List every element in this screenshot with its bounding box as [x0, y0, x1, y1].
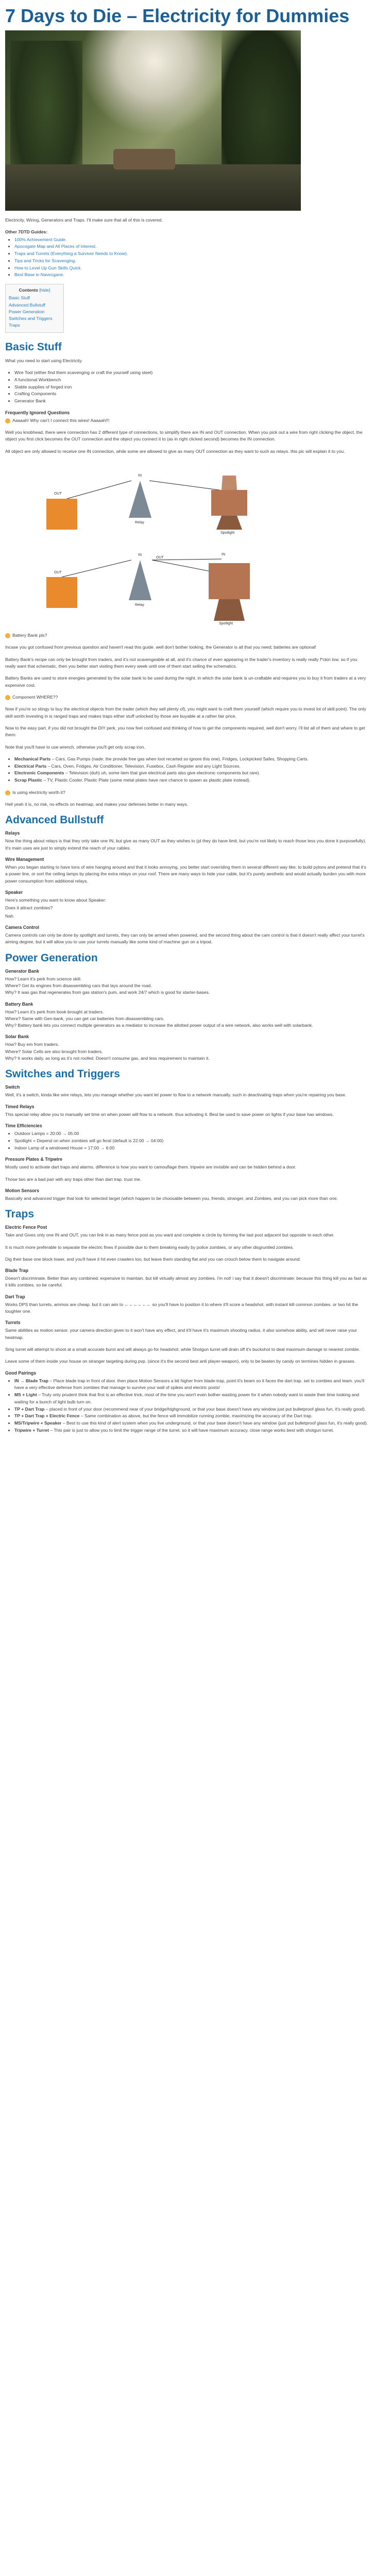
label-spotlight: Spotlight	[220, 531, 235, 535]
paragraph: Well you knobhead, there were connection has 2 different type of connections, to simplify there are IN and OUT connection. When you pick out a wire from right clicking the object, the object you first click becomes the OUT connection and the object you connect it to (as in right clicked second) becomes the IN connection.	[5, 430, 363, 442]
paragraph: Works DPS than turrets, ammos are cheap. but it can aim to ←←←←←← so you'll have to position it to where it'll score a headshot. with instant kill common zombies. or two hit the toughter one.	[5, 1301, 359, 1314]
label-spotlight: Spotlight	[219, 622, 233, 626]
list-item: • Outdoor Lamps = 20:00 → 05:00	[14, 1130, 369, 1138]
subheading: Time Efficiencies	[5, 1123, 42, 1129]
paragraph: Doesn't discriminate. Better than any combined: expensive to maintain. but kill virtually almost any zombies. i'm not! i say that it doesn't discriminate: because this thing kill you as fast as it kills zombies. so be careful.	[5, 1276, 367, 1288]
list-item: • Stable supplies of forged iron	[14, 384, 369, 391]
paragraph: Smg turret will attempt to shoot at a small accurate burst and will always go for headshot. while Shotgun turret will drain off it's buckshot to deal maximum damage to nearest zombie.	[5, 1347, 360, 1352]
time-list	[14, 1130, 369, 1151]
guide-link[interactable]: • Best Base in Navezgane.	[14, 272, 369, 279]
paragraph: How? Learn it's perk from science skill. Where? Get its engines from disassembling cars that lays around the road. Why? It was gas that regenerates from gas station's pum, and work 24/7 which is good for starter-bases.	[5, 976, 210, 995]
table-of-contents	[5, 284, 64, 333]
list-item: • A functional Workbench	[14, 377, 369, 384]
list-item: • Indoor Lamp of a windowed House = 17:00 → 6:00	[14, 1145, 369, 1152]
subheading: Speaker	[5, 890, 23, 895]
requirements-list	[14, 369, 369, 405]
wiring-diagram-multi	[5, 544, 369, 626]
paragraph: All object are only allowed to receive one IN connection, while some are allowed to give as many OUT connection as they want to such as relays. this pic will explain it to you.	[5, 448, 345, 454]
label-in: IN	[222, 553, 225, 557]
other-guides-list	[14, 236, 369, 279]
faq-heading: Frequently Ignored Questions	[5, 410, 70, 415]
question: Aaaaah! Why can't I connect this wires! Aaaaah!!!	[5, 417, 369, 424]
guide-link[interactable]: • Apocogate Map and All Places of Interest.	[14, 243, 369, 250]
paragraph: Leave some of them inside your house on stranger targeting during pvp. (since it's the second best anti player-weapon), only to be beaten by candy on termines hidden in grasses.	[5, 1359, 355, 1364]
wiring-diagram-svg	[5, 460, 369, 537]
list-item: • MS + Light – Truly only prudent think that first is an effective trick, most of the time you won't even bother wasting power for it when nobody want to waste their time looking and waiting for a bunch of light bulb turn on.	[14, 1392, 369, 1406]
paragraph: What you need to start using Electricity.	[5, 358, 83, 363]
paragraph: Dig their base one block lower, and you'll have it hit even crawlers too, but leave them standing flat and you can crouch below them to navigate around.	[5, 1256, 301, 1262]
relay-icon	[129, 481, 151, 518]
paragraph: This special relay allow you to manually set time on when power will flow to a network. thus activating it. Best be used to save power on lights if your base has windows.	[5, 1111, 334, 1117]
subheading: Pressure Plates & Tripwire	[5, 1157, 62, 1162]
section-heading-basic: Basic Stuff	[5, 341, 62, 353]
subheading: Electric Fence Post	[5, 1225, 47, 1230]
paragraph: Now to the easy part, if you did not brought the DIY perk, you now feel confused and thinking of how to get the components required, well don't worry. i'll list all of them and where to get them:	[5, 725, 365, 738]
list-item: • TP + Dart Trap + Electric Fence – Same combination as above, but the fence will immobilize running zombie, maximizing the accuracy of the Dart trap.	[14, 1413, 369, 1420]
question-icon	[5, 790, 10, 795]
subheading: Blade Trap	[5, 1268, 28, 1274]
label-out: OUT	[54, 492, 62, 496]
subheading: Relays	[5, 831, 20, 836]
paragraph: How? Learn it's perk from book brought at traders. Where? Same with Gen-bank, you can get car batteries from disassembling cars. Why? Battery bank lets you connect multiple generators as a mediator to increase the allotted power output of a wire network, also works well with solarbank.	[5, 1009, 313, 1028]
label-out: OUT	[156, 556, 164, 560]
question-icon	[5, 633, 10, 638]
section-heading-switches: Switches and Triggers	[5, 1068, 120, 1080]
list-item: • Tripwire + Turret – This pair is just to allow you to limit the trigger range of the turret. so it will have maximum accuracy. close range works best with shotgun turret.	[14, 1427, 369, 1434]
subheading: Switch	[5, 1084, 20, 1090]
question: Is using electricity worth it?	[5, 789, 369, 796]
guide-link[interactable]: • How to Level Up Gun Skills Quick.	[14, 265, 369, 272]
pairings-list	[14, 1378, 369, 1434]
list-item: • Electrical Parts – Cars, Oven, Fridges, Air Conditioner, Television, Fusebox, Cash Register and any Light Sources.	[14, 763, 369, 770]
toc-hide-toggle[interactable]: [hide]	[39, 287, 50, 293]
hero-image	[5, 30, 301, 211]
toc-heading: Contents	[19, 287, 38, 293]
list-item: • Mechanical Parts – Cars, Gas Pumps (nade: the provide free gas when loot recarted so ignore this one), Fridges, Lockpicked Safes, Shopping Carts.	[14, 756, 369, 763]
list-item: • Electronic Components – Television (duh) uh, some item that give electrical parts also give electronic components but rare).	[14, 770, 369, 777]
guide-link[interactable]: • Tips and Tricks for Scavenging.	[14, 258, 369, 265]
relay-icon	[129, 560, 151, 600]
label-out: OUT	[54, 571, 62, 575]
subheading: Timed Relays	[5, 1104, 35, 1109]
subheading: Dart Trap	[5, 1294, 25, 1299]
label-in: IN	[138, 553, 142, 557]
label-relay: Relay	[135, 603, 144, 607]
spotlight-icon	[209, 563, 250, 599]
section-heading-power: Power Generation	[5, 952, 98, 964]
question-icon	[5, 418, 10, 423]
list-item: • Generator Bank	[14, 398, 369, 405]
intro-text: Electricity, Wiring, Generators and Traps. I'll make sure that all of this is covered.	[5, 217, 163, 223]
paragraph: Now if you're so stingy to buy the electrical objects from the trader (which they sell plenty of), you might want to craft them yourself (which require you to invest lot of skill point). The only skill worth investing in is ranged traps and makes traps either stuff unlocked by those are buyable at a rather fair price.	[5, 706, 366, 719]
subheading: Camera Control	[5, 924, 39, 930]
section-heading-traps: Traps	[5, 1208, 35, 1221]
paragraph: Nah.	[5, 913, 15, 919]
list-item: • Spotlight = Depend on when zombies will go feral (default is 22:00 → 04:00)	[14, 1138, 369, 1145]
paragraph: Now the thing about relays is that they only take one IN, but give as many OUT as they wishes to (pl they do have limit, but you're not likely to reach those less you done it purposefully). It's main uses are just to simply extend the reach of your cables.	[5, 838, 366, 851]
question-icon	[5, 695, 10, 700]
paragraph: How? Buy em from traders. Where? Solar Cells are also brought from traders. Why? It works daily, as long as it's not roofed. Doesn't consume gas, and less requirement to maintain it.	[5, 1042, 210, 1061]
paragraph: Hell yeah it is, no risk, no effects on heatmap, and makes your defenses better in many ways.	[5, 802, 189, 807]
subheading: Solar Bank	[5, 1034, 29, 1040]
wiring-diagram-single	[5, 460, 369, 537]
list-item: • Scrap Plastic – TV, Plastic Cooler, Plastic Plate (some metal plates have rare chance to spawn as plastic plate instead).	[14, 777, 369, 784]
list-item: • Wire Tool (either find them scavenging or craft the yourself using steel)	[14, 369, 369, 377]
question: Component WHERE??	[5, 694, 369, 701]
spotlight-icon	[211, 490, 247, 516]
paragraph: Basically and advanced trigger that look for selected target (which happen to be choosable between you, friends, stranger, and Zombies, and you can pick more than one.	[5, 1195, 338, 1201]
toc-item-basic[interactable]: Basic Stuff	[9, 295, 30, 301]
paragraph: Here's something you want to know about Speaker:	[5, 897, 107, 903]
paragraph: Camera controls can only be done by spotlight and turrets, they can only be armed when powered, and the second thing about the cam control is that it doesn't really affect your turret's aiming degree, but it will allow you to use your turrets manually like some kind of machine gun on a tripod.	[5, 932, 365, 945]
paragraph: It is much more preferable to separate the electric fines if possible due to them breaking easily by police zombies, or any other disgruntled zombies.	[5, 1244, 294, 1250]
subheading: Good Pairings	[5, 1370, 37, 1376]
question: Battery Bank pls?	[5, 632, 369, 639]
paragraph: When you began starting to have tons of wire hanging around and that it looks annoying, you better start overriding them in several different way like; to build pylons and pretend that it's a power line, or sort the ceiling lamps by placing the extra relays on your roof. There are many ways to hide your cable, but it's purely aesthetic and would actually burden you with more power consumption from additional relays.	[5, 865, 366, 884]
paragraph: Incase you got confused from previous question and haven't read this guide. well don't bother looking, the Generator is all that you need; batteries are optional!	[5, 645, 316, 650]
page-title: 7 Days to Die – Electricity for Dummies	[5, 5, 350, 26]
subheading: Turrets	[5, 1320, 21, 1326]
subheading: Wire Management	[5, 857, 44, 862]
subheading: Motion Sensors	[5, 1188, 39, 1193]
toc-item-power[interactable]: Power Generation	[9, 309, 45, 314]
toc-item-traps[interactable]: Traps	[9, 323, 20, 328]
components-list	[14, 756, 369, 784]
paragraph: Battery Banks are used to store energies generated by the solar bank to be used during the night. in which the solar bank is un-craftable and requires you to buy it from traders at a very expensive cost.	[5, 675, 366, 688]
wiring-diagram-multi-svg	[5, 544, 369, 626]
label-in: IN	[138, 474, 142, 478]
section-heading-advanced: Advanced Bullstuff	[5, 814, 104, 826]
guide-link[interactable]: • Traps and Turrets (Everything a Survivor Needs to Know).	[14, 250, 369, 258]
generator-icon	[46, 499, 77, 530]
list-item: • Crafting Components	[14, 391, 369, 398]
guide-link[interactable]: • 100% Achievement Guide.	[14, 236, 369, 244]
subheading: Generator Bank	[5, 968, 39, 974]
other-guides-heading: Other 7DTD Guides:	[5, 229, 48, 234]
paragraph: Those two are a bad pair with any traps other than dart trap. trust me.	[5, 1176, 142, 1182]
paragraph: Mostly used to activate dart traps and alarms. difference is how you want to camouflage them. tripwire are invisible and can be hidden behind a door.	[5, 1164, 296, 1170]
list-item: • MS/Tripwire + Speaker – Best to use this kind of alert system when you live underground, or that your base doesn't have any window (just put bulletproof glass fun, it's really good).	[14, 1420, 369, 1427]
toc-item-switches[interactable]: Switches and Triggers	[9, 316, 53, 321]
list-item: • TP + Dart Trap – placed in front of your door (recommend near of your bridge/highground, or that your base doesn't have any window just put bulletproof glass fun, it's really good).	[14, 1406, 369, 1413]
toc-item-advanced[interactable]: Advanced Bullstuff	[9, 302, 46, 308]
generator-icon	[46, 577, 77, 608]
label-relay: Relay	[135, 521, 144, 525]
paragraph: Take and Gives only one IN and OUT, you can link in as many fence post as you want and complete a circle by forming the last post adjacent but opposite to each other.	[5, 1232, 335, 1238]
paragraph: Does it attract zombies?	[5, 905, 53, 911]
paragraph: Same abilities as motion sensor. your camera direction given to it won't have any effect, and it'll have it's maximum shooting radius. it also somehow ability, and will never raise your heatmap.	[5, 1328, 357, 1340]
paragraph: Well, it's a switch, kinda like wire relays, lets you manage whether you want let power to flow to a network manually. such in deactivating traps when you're repairing you base.	[5, 1092, 347, 1098]
subheading: Battery Bank	[5, 1001, 33, 1007]
paragraph: Note that you'll have to use wrench. otherwise you'll get only scrap iron.	[5, 744, 145, 750]
paragraph: Battery Bank's recipe can only be brought from traders, and it's not scavengeable at all, and it's chance of even appearing in the trader's inventory is really really f*ckin low. so if you really want that schematic, then you better start visiting them every week until one of them start selling the schematics.	[5, 656, 358, 669]
list-item: • IN → Blade Trap – Place blade trap in front of door. then place Motion Sensors a bit higher from blade-trap, point it's beam so it faces the dart trap. set to zombies and team. you'll have a very effective defense from zombies that manage to survive your wall of spikes and electric posts!	[14, 1378, 369, 1392]
